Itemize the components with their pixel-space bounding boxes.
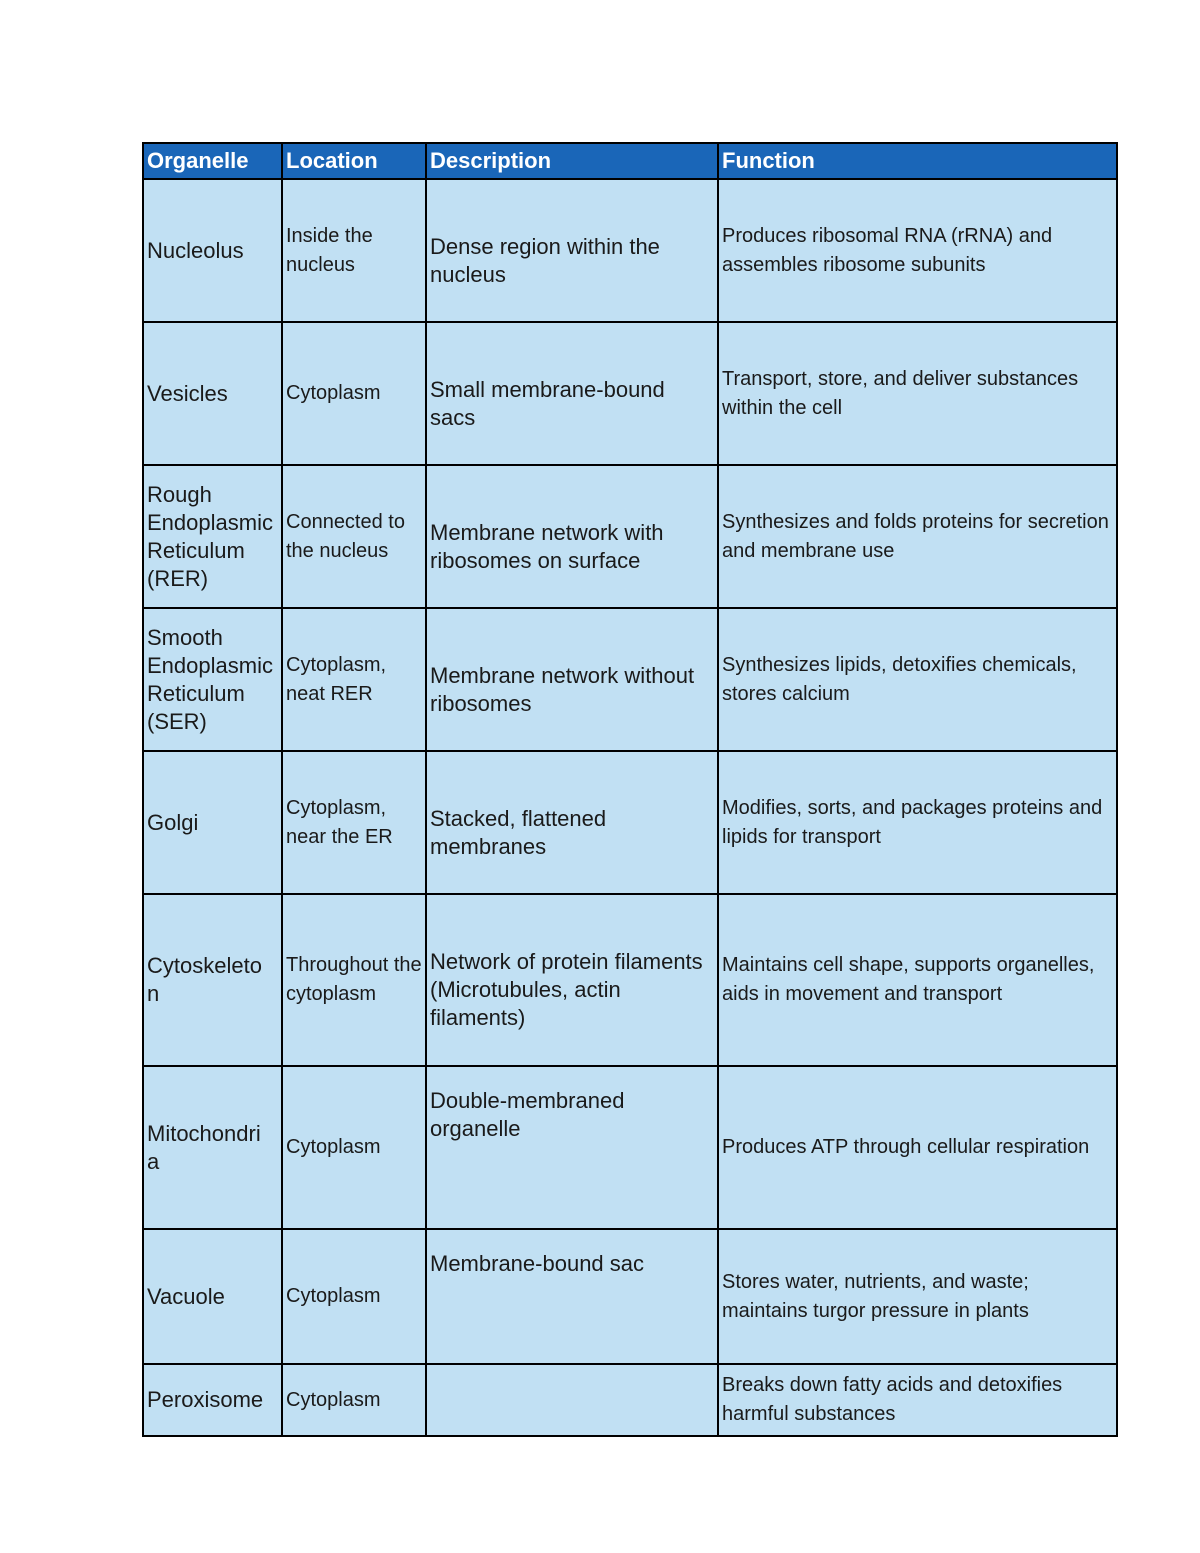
description-cell	[426, 608, 718, 751]
header-function: Function	[718, 143, 1117, 179]
organelle-cell: Cytoskeleto n	[143, 894, 282, 1066]
function-cell: Stores water, nutrients, and waste; maintains turgor pressure in plants	[718, 1229, 1117, 1364]
description-cell	[426, 1229, 718, 1364]
table-row	[143, 179, 1117, 322]
table-row	[143, 322, 1117, 465]
location-cell: Cytoplasm	[282, 1066, 426, 1229]
location-cell: Cytoplasm	[282, 1229, 426, 1364]
function-cell: Transport, store, and deliver substances within the cell	[718, 322, 1117, 465]
table-row	[143, 1364, 1117, 1436]
location-cell: Cytoplasm	[282, 1364, 426, 1436]
function-cell: Produces ribosomal RNA (rRNA) and assembles ribosome subunits	[718, 179, 1117, 322]
location-cell: Inside the nucleus	[282, 179, 426, 322]
location-cell: Connected to the nucleus	[282, 465, 426, 608]
location-cell: Cytoplasm	[282, 322, 426, 465]
organelle-table	[142, 142, 1118, 1437]
organelle-cell: Smooth Endoplasmic Reticulum (SER)	[143, 608, 282, 751]
description-text: Small membrane-bound sacs	[430, 376, 665, 430]
description-cell	[426, 179, 718, 322]
description-cell	[426, 894, 718, 1066]
description-text: Network of protein filaments (Microtubules, actin filaments)	[430, 949, 703, 1030]
function-cell: Breaks down fatty acids and detoxifies harmful substances	[718, 1364, 1117, 1436]
function-cell: Modifies, sorts, and packages proteins and lipids for transport	[718, 751, 1117, 894]
location-cell: Cytoplasm, neat RER	[282, 608, 426, 751]
organelle-cell: Nucleolus	[143, 179, 282, 322]
function-cell: Maintains cell shape, supports organelles, aids in movement and transport	[718, 894, 1117, 1066]
location-cell: Cytoplasm, near the ER	[282, 751, 426, 894]
description-text: Membrane-bound sac	[430, 1251, 645, 1276]
organelle-cell: Vacuole	[143, 1229, 282, 1364]
description-cell	[426, 1364, 718, 1436]
table-row	[143, 1066, 1117, 1229]
description-cell	[426, 465, 718, 608]
description-text: Stacked, flattened membranes	[430, 805, 607, 859]
table-row	[143, 1229, 1117, 1364]
organelle-cell: Peroxisome	[143, 1364, 282, 1436]
organelle-cell: Mitochondri a	[143, 1066, 282, 1229]
description-cell	[426, 751, 718, 894]
description-text	[430, 1390, 714, 1410]
function-cell: Produces ATP through cellular respiration	[718, 1066, 1117, 1229]
table-header	[143, 143, 1117, 179]
description-text: Membrane network with ribosomes on surface	[430, 519, 664, 573]
function-cell: Synthesizes lipids, detoxifies chemicals, stores calcium	[718, 608, 1117, 751]
header-location: Location	[282, 143, 426, 179]
header-organelle: Organelle	[143, 143, 282, 179]
table-row	[143, 751, 1117, 894]
table-row	[143, 465, 1117, 608]
table-row	[143, 894, 1117, 1066]
description-cell	[426, 322, 718, 465]
description-text: Double-membraned organelle	[430, 1088, 625, 1141]
table-body	[143, 179, 1117, 1436]
organelle-cell: Golgi	[143, 751, 282, 894]
description-cell	[426, 1066, 718, 1229]
header-description: Description	[426, 143, 718, 179]
organelle-cell: Vesicles	[143, 322, 282, 465]
table-row	[143, 608, 1117, 751]
header-row	[143, 143, 1117, 179]
description-text: Dense region within the nucleus	[430, 233, 660, 287]
location-cell: Throughout the cytoplasm	[282, 894, 426, 1066]
function-cell: Synthesizes and folds proteins for secretion and membrane use	[718, 465, 1117, 608]
organelle-cell: Rough Endoplasmic Reticulum (RER)	[143, 465, 282, 608]
description-text: Membrane network without ribosomes	[430, 662, 695, 716]
